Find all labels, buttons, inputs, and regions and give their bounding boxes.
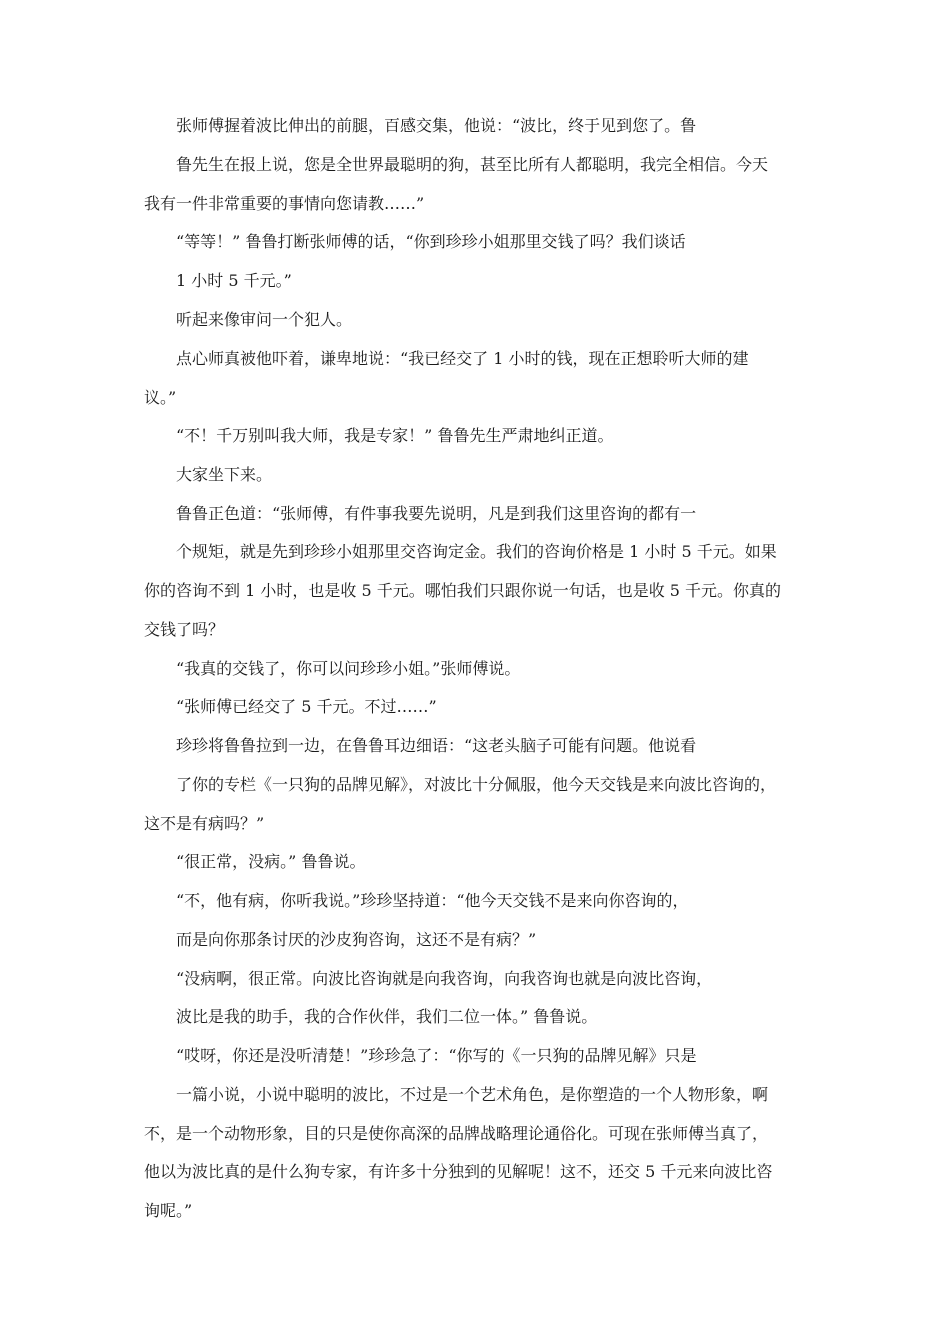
text-line: 点心师真被他吓着，谦卑地说：“我已经交了 1 小时的钱，现在正想聆听大师的建 bbox=[176, 349, 749, 368]
text-line: 大家坐下来。 bbox=[176, 465, 273, 484]
text-line: 1 小时 5 千元。” bbox=[176, 271, 292, 290]
text-line: 一篇小说，小说中聪明的波比，不过是一个艺术角色，是你塑造的一个人物形象，啊 bbox=[176, 1085, 769, 1104]
text-line: 这不是有病吗？” bbox=[144, 814, 265, 833]
text-line: “很正常，没病。” 鲁鲁说。 bbox=[176, 852, 366, 871]
text-line: “哎呀，你还是没听清楚！”珍珍急了：“你写的《一只狗的品牌见解》只是 bbox=[176, 1046, 697, 1065]
text-line: 而是向你那条讨厌的沙皮狗咨询，这还不是有病？” bbox=[176, 930, 537, 949]
text-line: 波比是我的助手，我的合作伙伴，我们二位一体。” 鲁鲁说。 bbox=[176, 1007, 598, 1026]
text-line: 了你的专栏《一只狗的品牌见解》，对波比十分佩服，他今天交钱是来向波比咨询的， bbox=[176, 775, 777, 794]
text-line: 你的咨询不到 1 小时，也是收 5 千元。哪怕我们只跟你说一句话，也是收 5 千元。你真的 bbox=[144, 581, 782, 600]
text-line: “我真的交钱了，你可以问珍珍小姐。”张师傅说。 bbox=[176, 659, 521, 678]
text-line: “没病啊，很正常。向波比咨询就是向我咨询，向我咨询也就是向波比咨询， bbox=[176, 969, 713, 988]
text-line: 不，是一个动物形象，目的只是使你高深的品牌战略理论通俗化。可现在张师傅当真了， bbox=[144, 1124, 769, 1143]
text-line: “张师傅已经交了 5 千元。不过……” bbox=[176, 697, 437, 716]
text-line: 个规矩，就是先到珍珍小姐那里交咨询定金。我们的咨询价格是 1 小时 5 千元。如果 bbox=[176, 542, 777, 561]
text-line: 我有一件非常重要的事情向您请教……” bbox=[144, 194, 425, 213]
text-line: “等等！” 鲁鲁打断张师傅的话，“你到珍珍小姐那里交钱了吗？我们谈话 bbox=[176, 232, 686, 251]
text-line: 询呢。” bbox=[144, 1201, 193, 1220]
text-line: 张师傅握着波比伸出的前腿，百感交集，他说：“波比，终于见到您了。鲁 bbox=[176, 116, 697, 135]
text-line: 交钱了吗？ bbox=[144, 620, 225, 639]
text-line: 听起来像审问一个犯人。 bbox=[176, 310, 353, 329]
text-line: “不！千万别叫我大师，我是专家！” 鲁鲁先生严肃地纠正道。 bbox=[176, 426, 614, 445]
text-line: 鲁鲁正色道：“张师傅，有件事我要先说明，凡是到我们这里咨询的都有一 bbox=[176, 504, 697, 523]
text-line: “不，他有病，你听我说。”珍珍坚持道：“他今天交钱不是来向你咨询的， bbox=[176, 891, 689, 910]
text-line: 他以为波比真的是什么狗专家，有许多十分独到的见解呢！这不，还交 5 千元来向波比咨 bbox=[144, 1162, 773, 1181]
text-line: 议。” bbox=[144, 388, 177, 407]
text-line: 鲁先生在报上说，您是全世界最聪明的狗，甚至比所有人都聪明，我完全相信。今天 bbox=[176, 155, 769, 174]
text-line: 珍珍将鲁鲁拉到一边，在鲁鲁耳边细语：“这老头脑子可能有问题。他说看 bbox=[176, 736, 697, 755]
